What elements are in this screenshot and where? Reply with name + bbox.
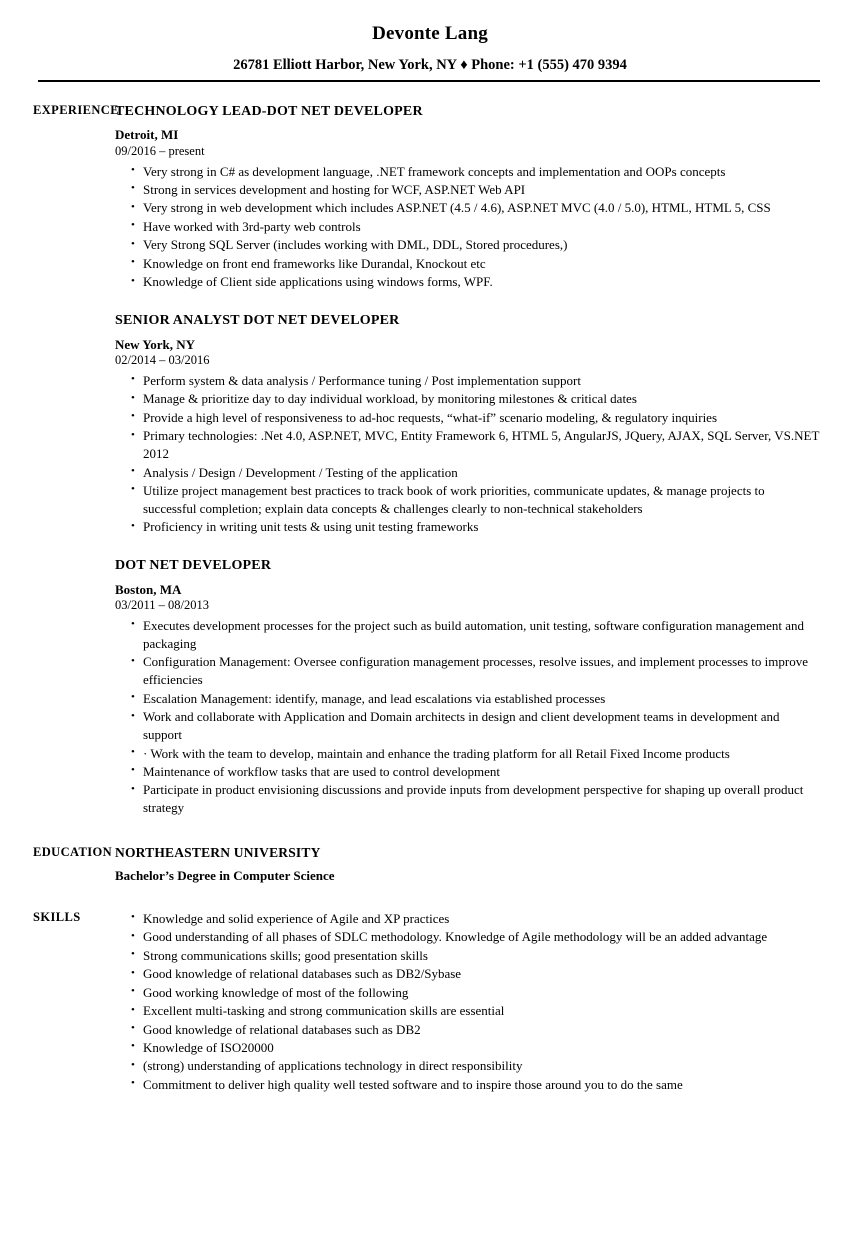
header-divider (38, 80, 820, 82)
list-item: • Very strong in web development which includes ASP.NET (4.5 / 4.6), ASP.NET MVC (4.0 / 5.0), HTML, HTML 5, CSS (115, 199, 820, 217)
list-item: • Very Strong SQL Server (includes working with DML, DDL, Stored procedures,) (115, 236, 820, 254)
job-title: SENIOR ANALYST DOT NET DEVELOPER (115, 313, 400, 329)
job-location: Detroit, MI (115, 127, 179, 143)
experience-section (0, 103, 860, 818)
job-entry (115, 103, 820, 291)
skills-body (115, 910, 860, 1094)
job-entry (115, 557, 820, 817)
list-item: • Configuration Management: Oversee configuration management processes, resolve issues, and implement processes to improve efficiencies (115, 653, 820, 689)
list-item: • Good working knowledge of most of the following (115, 984, 820, 1002)
skills-section (0, 910, 860, 1094)
education-school: NORTHEASTERN UNIVERSITY (115, 844, 321, 860)
list-item: • Executes development processes for the project such as build automation, unit testing, software configuration management and packaging (115, 617, 820, 653)
candidate-name: Devonte Lang (372, 23, 488, 44)
list-item: • Work and collaborate with Application and Domain architects in design and client development teams in development and support (115, 708, 820, 744)
job-entry (115, 312, 820, 536)
list-item: • Escalation Management: identify, manage, and lead escalations via established processes (115, 690, 820, 708)
job-dates: 02/2014 – 03/2016 (115, 353, 210, 368)
list-item: • Have worked with 3rd-party web controls (115, 218, 820, 236)
list-item: • Very strong in C# as development language, .NET framework concepts and implementation and OOPs concepts (115, 163, 820, 181)
list-item: • Maintenance of workflow tasks that are used to control development (115, 763, 820, 781)
section-label-education: EDUCATION (33, 844, 113, 859)
list-item: • Good knowledge of relational databases such as DB2/Sybase (115, 965, 820, 983)
list-item: • Strong communications skills; good presentation skills (115, 947, 820, 965)
list-item: • Strong in services development and hosting for WCF, ASP.NET Web API (115, 181, 820, 199)
list-item: • Perform system & data analysis / Performance tuning / Post implementation support (115, 372, 820, 390)
job-responsibility-list (115, 372, 820, 536)
job-title: DOT NET DEVELOPER (115, 558, 272, 574)
job-responsibility-list (115, 617, 820, 817)
list-item: • Knowledge of Client side applications using windows forms, WPF. (115, 273, 820, 291)
job-responsibility-list (115, 163, 820, 292)
list-item: • Knowledge of ISO20000 (115, 1039, 820, 1057)
job-title: TECHNOLOGY LEAD-DOT NET DEVELOPER (115, 103, 423, 119)
section-label-skills: SKILLS (33, 909, 81, 924)
list-item: • Proficiency in writing unit tests & using unit testing frameworks (115, 518, 820, 536)
list-item: • Excellent multi-tasking and strong communication skills are essential (115, 1002, 820, 1020)
education-body (115, 845, 860, 884)
list-item: • Good knowledge of relational databases such as DB2 (115, 1021, 820, 1039)
list-item: • Participate in product envisioning discussions and provide inputs from development perspective for shaping up overall product strategy (115, 781, 820, 817)
section-label-experience: EXPERIENCE (33, 102, 119, 117)
candidate-contact-line: 26781 Elliott Harbor, New York, NY ♦ Phone: +1 (555) 470 9394 (233, 56, 627, 73)
job-location: New York, NY (115, 336, 196, 352)
job-location: Boston, MA (115, 581, 182, 597)
resume-header (0, 0, 860, 74)
list-item: • (strong) understanding of applications technology in direct responsibility (115, 1057, 820, 1075)
list-item: • Analysis / Design / Development / Testing of the application (115, 464, 820, 482)
list-item: • Knowledge on front end frameworks like Durandal, Knockout etc (115, 255, 820, 273)
experience-body (115, 103, 860, 818)
list-item: • Good understanding of all phases of SDLC methodology. Knowledge of Agile methodology will be an added advantage (115, 928, 820, 946)
education-section (0, 845, 860, 884)
list-item: • Utilize project management best practices to track book of work priorities, communicate updates, & manage projects to successful completion; explain data concepts & challenges clearly to non-technical stakeholders (115, 482, 820, 518)
education-degree: Bachelor’s Degree in Computer Science (115, 867, 335, 883)
list-item: • Manage & prioritize day to day individual workload, by monitoring milestones & critical dates (115, 390, 820, 408)
list-item: • Provide a high level of responsiveness to ad-hoc requests, “what-if” scenario modeling, & regulatory inquiries (115, 409, 820, 427)
skills-list (115, 910, 820, 1094)
list-item: • · Work with the team to develop, maintain and enhance the trading platform for all Retail Fixed Income products (115, 745, 820, 763)
job-dates: 09/2016 – present (115, 143, 205, 158)
list-item: • Primary technologies: .Net 4.0, ASP.NET, MVC, Entity Framework 6, HTML 5, AngularJS, JQuery, AJAX, SQL Server, VS.NET 2012 (115, 427, 820, 463)
list-item: • Knowledge and solid experience of Agile and XP practices (115, 910, 820, 928)
list-item: • Commitment to deliver high quality well tested software and to inspire those around you to do the same (115, 1076, 820, 1094)
job-dates: 03/2011 – 08/2013 (115, 598, 209, 613)
